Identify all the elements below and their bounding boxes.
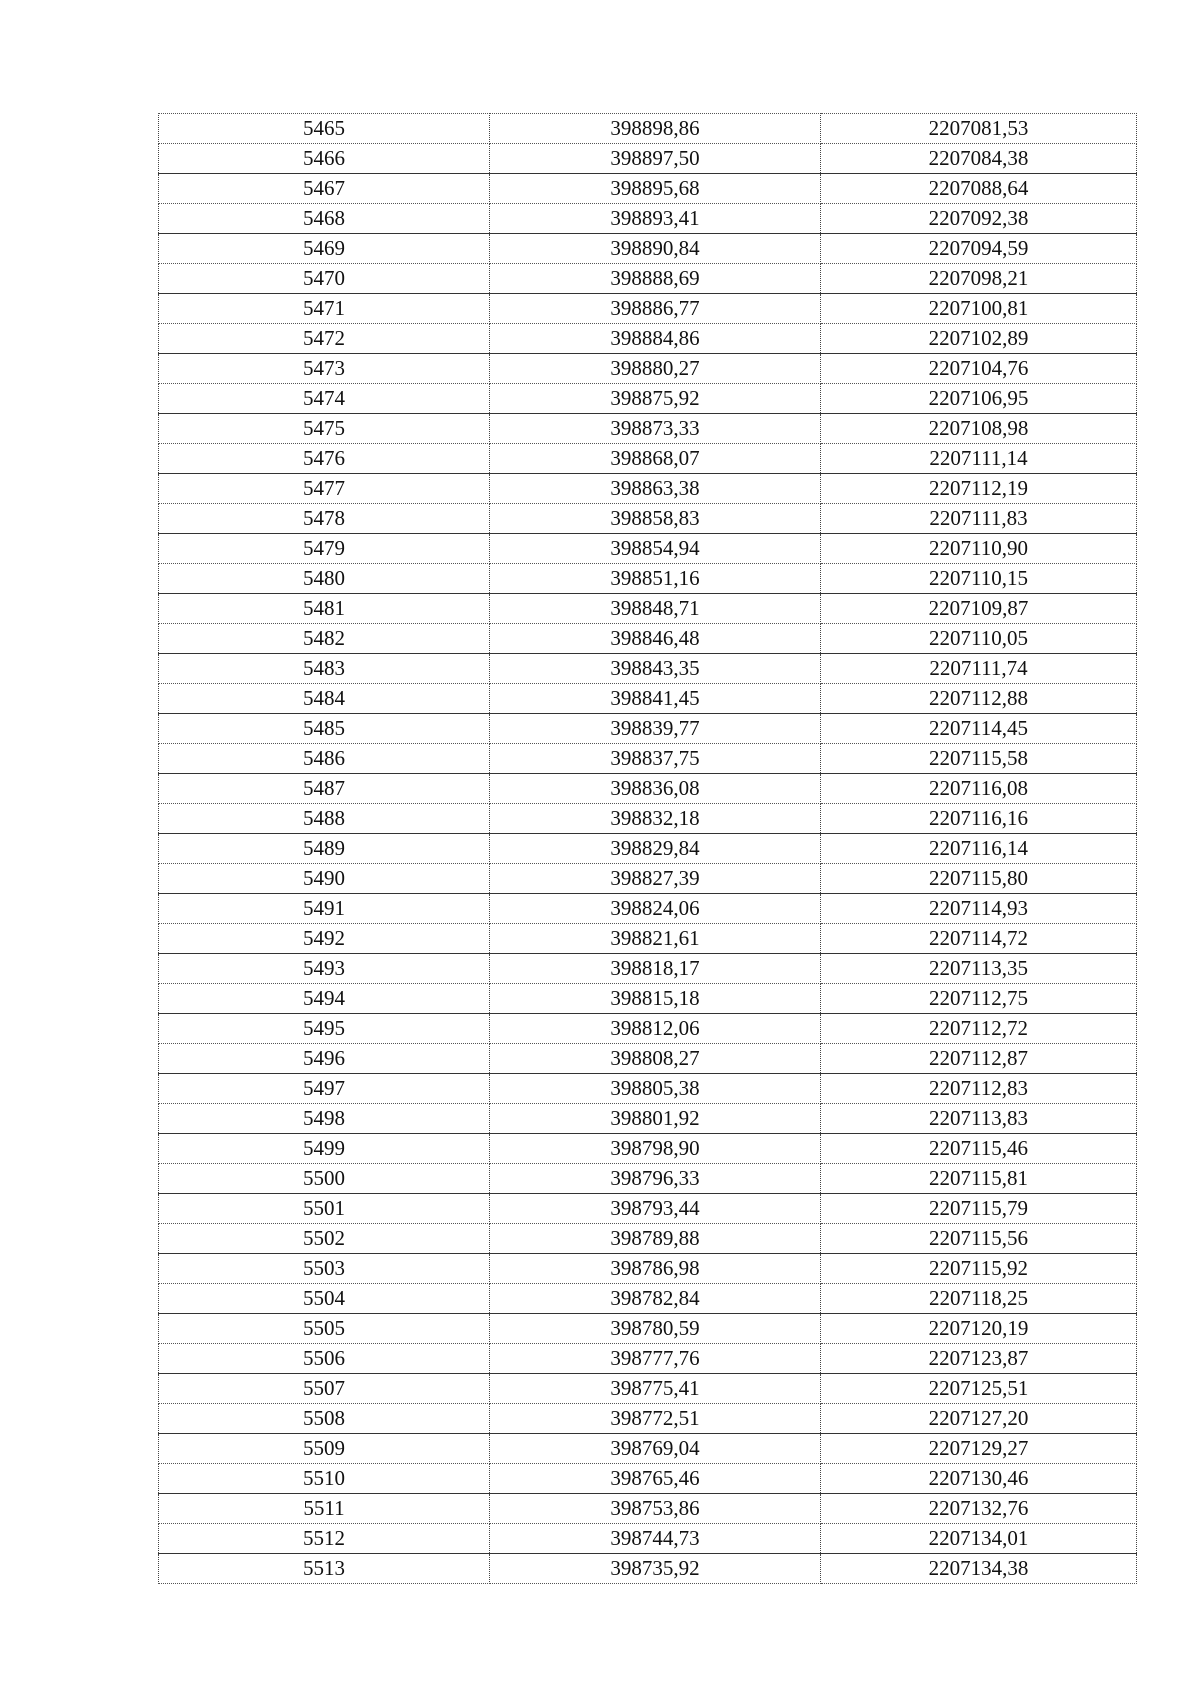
x-coordinate-cell: 398818,17 xyxy=(490,954,821,984)
table-row xyxy=(159,1434,1137,1464)
x-coordinate-cell: 398812,06 xyxy=(490,1014,821,1044)
x-coordinate-cell: 398888,69 xyxy=(490,264,821,294)
table-row xyxy=(159,174,1137,204)
y-coordinate-cell: 2207111,83 xyxy=(821,504,1137,534)
point-number-cell: 5503 xyxy=(159,1254,490,1284)
y-coordinate-cell: 2207115,79 xyxy=(821,1194,1137,1224)
table-row xyxy=(159,264,1137,294)
y-coordinate-cell: 2207115,80 xyxy=(821,864,1137,894)
x-coordinate-cell: 398898,86 xyxy=(490,114,821,144)
x-coordinate-cell: 398769,04 xyxy=(490,1434,821,1464)
x-coordinate-cell: 398863,38 xyxy=(490,474,821,504)
point-number-cell: 5468 xyxy=(159,204,490,234)
point-number-cell: 5475 xyxy=(159,414,490,444)
y-coordinate-cell: 2207115,58 xyxy=(821,744,1137,774)
x-coordinate-cell: 398753,86 xyxy=(490,1494,821,1524)
table-row xyxy=(159,1404,1137,1434)
point-number-cell: 5481 xyxy=(159,594,490,624)
table-row xyxy=(159,984,1137,1014)
x-coordinate-cell: 398735,92 xyxy=(490,1554,821,1584)
point-number-cell: 5507 xyxy=(159,1374,490,1404)
table-row xyxy=(159,294,1137,324)
coordinates-table xyxy=(158,113,1137,1584)
point-number-cell: 5508 xyxy=(159,1404,490,1434)
point-number-cell: 5477 xyxy=(159,474,490,504)
x-coordinate-cell: 398821,61 xyxy=(490,924,821,954)
point-number-cell: 5467 xyxy=(159,174,490,204)
x-coordinate-cell: 398839,77 xyxy=(490,714,821,744)
table-row xyxy=(159,1494,1137,1524)
y-coordinate-cell: 2207115,81 xyxy=(821,1164,1137,1194)
table-row xyxy=(159,144,1137,174)
point-number-cell: 5504 xyxy=(159,1284,490,1314)
table-row xyxy=(159,954,1137,984)
point-number-cell: 5491 xyxy=(159,894,490,924)
table-row xyxy=(159,234,1137,264)
y-coordinate-cell: 2207098,21 xyxy=(821,264,1137,294)
point-number-cell: 5502 xyxy=(159,1224,490,1254)
y-coordinate-cell: 2207115,56 xyxy=(821,1224,1137,1254)
y-coordinate-cell: 2207116,14 xyxy=(821,834,1137,864)
y-coordinate-cell: 2207112,72 xyxy=(821,1014,1137,1044)
table-row xyxy=(159,564,1137,594)
x-coordinate-cell: 398858,83 xyxy=(490,504,821,534)
y-coordinate-cell: 2207132,76 xyxy=(821,1494,1137,1524)
table-row xyxy=(159,204,1137,234)
x-coordinate-cell: 398846,48 xyxy=(490,624,821,654)
y-coordinate-cell: 2207108,98 xyxy=(821,414,1137,444)
y-coordinate-cell: 2207116,08 xyxy=(821,774,1137,804)
table-row xyxy=(159,1464,1137,1494)
x-coordinate-cell: 398827,39 xyxy=(490,864,821,894)
x-coordinate-cell: 398897,50 xyxy=(490,144,821,174)
y-coordinate-cell: 2207129,27 xyxy=(821,1434,1137,1464)
x-coordinate-cell: 398777,76 xyxy=(490,1344,821,1374)
y-coordinate-cell: 2207102,89 xyxy=(821,324,1137,354)
table-row xyxy=(159,504,1137,534)
point-number-cell: 5495 xyxy=(159,1014,490,1044)
y-coordinate-cell: 2207134,01 xyxy=(821,1524,1137,1554)
x-coordinate-cell: 398786,98 xyxy=(490,1254,821,1284)
point-number-cell: 5470 xyxy=(159,264,490,294)
x-coordinate-cell: 398875,92 xyxy=(490,384,821,414)
table-row xyxy=(159,594,1137,624)
coordinates-table-body xyxy=(159,114,1137,1584)
table-row xyxy=(159,354,1137,384)
y-coordinate-cell: 2207114,45 xyxy=(821,714,1137,744)
x-coordinate-cell: 398848,71 xyxy=(490,594,821,624)
table-row xyxy=(159,684,1137,714)
y-coordinate-cell: 2207127,20 xyxy=(821,1404,1137,1434)
point-number-cell: 5484 xyxy=(159,684,490,714)
table-row xyxy=(159,714,1137,744)
point-number-cell: 5483 xyxy=(159,654,490,684)
point-number-cell: 5474 xyxy=(159,384,490,414)
x-coordinate-cell: 398836,08 xyxy=(490,774,821,804)
y-coordinate-cell: 2207084,38 xyxy=(821,144,1137,174)
point-number-cell: 5466 xyxy=(159,144,490,174)
y-coordinate-cell: 2207115,92 xyxy=(821,1254,1137,1284)
table-row xyxy=(159,114,1137,144)
table-row xyxy=(159,1044,1137,1074)
point-number-cell: 5489 xyxy=(159,834,490,864)
table-row xyxy=(159,1254,1137,1284)
point-number-cell: 5486 xyxy=(159,744,490,774)
x-coordinate-cell: 398832,18 xyxy=(490,804,821,834)
point-number-cell: 5476 xyxy=(159,444,490,474)
point-number-cell: 5499 xyxy=(159,1134,490,1164)
point-number-cell: 5473 xyxy=(159,354,490,384)
table-row xyxy=(159,414,1137,444)
table-row xyxy=(159,1194,1137,1224)
x-coordinate-cell: 398868,07 xyxy=(490,444,821,474)
y-coordinate-cell: 2207125,51 xyxy=(821,1374,1137,1404)
x-coordinate-cell: 398805,38 xyxy=(490,1074,821,1104)
y-coordinate-cell: 2207112,19 xyxy=(821,474,1137,504)
table-row xyxy=(159,1554,1137,1584)
point-number-cell: 5496 xyxy=(159,1044,490,1074)
x-coordinate-cell: 398843,35 xyxy=(490,654,821,684)
point-number-cell: 5505 xyxy=(159,1314,490,1344)
table-row xyxy=(159,1074,1137,1104)
table-row xyxy=(159,1014,1137,1044)
y-coordinate-cell: 2207092,38 xyxy=(821,204,1137,234)
x-coordinate-cell: 398893,41 xyxy=(490,204,821,234)
table-row xyxy=(159,324,1137,354)
point-number-cell: 5509 xyxy=(159,1434,490,1464)
point-number-cell: 5478 xyxy=(159,504,490,534)
table-row xyxy=(159,864,1137,894)
table-row xyxy=(159,624,1137,654)
x-coordinate-cell: 398815,18 xyxy=(490,984,821,1014)
y-coordinate-cell: 2207094,59 xyxy=(821,234,1137,264)
table-row xyxy=(159,444,1137,474)
x-coordinate-cell: 398782,84 xyxy=(490,1284,821,1314)
x-coordinate-cell: 398808,27 xyxy=(490,1044,821,1074)
point-number-cell: 5480 xyxy=(159,564,490,594)
y-coordinate-cell: 2207118,25 xyxy=(821,1284,1137,1314)
point-number-cell: 5465 xyxy=(159,114,490,144)
point-number-cell: 5471 xyxy=(159,294,490,324)
table-row xyxy=(159,1314,1137,1344)
x-coordinate-cell: 398772,51 xyxy=(490,1404,821,1434)
table-row xyxy=(159,474,1137,504)
table-row xyxy=(159,1344,1137,1374)
point-number-cell: 5490 xyxy=(159,864,490,894)
x-coordinate-cell: 398884,86 xyxy=(490,324,821,354)
point-number-cell: 5485 xyxy=(159,714,490,744)
point-number-cell: 5469 xyxy=(159,234,490,264)
point-number-cell: 5497 xyxy=(159,1074,490,1104)
x-coordinate-cell: 398890,84 xyxy=(490,234,821,264)
point-number-cell: 5494 xyxy=(159,984,490,1014)
table-row xyxy=(159,774,1137,804)
x-coordinate-cell: 398780,59 xyxy=(490,1314,821,1344)
x-coordinate-cell: 398798,90 xyxy=(490,1134,821,1164)
y-coordinate-cell: 2207130,46 xyxy=(821,1464,1137,1494)
point-number-cell: 5506 xyxy=(159,1344,490,1374)
y-coordinate-cell: 2207116,16 xyxy=(821,804,1137,834)
point-number-cell: 5498 xyxy=(159,1104,490,1134)
y-coordinate-cell: 2207112,88 xyxy=(821,684,1137,714)
x-coordinate-cell: 398801,92 xyxy=(490,1104,821,1134)
x-coordinate-cell: 398789,88 xyxy=(490,1224,821,1254)
point-number-cell: 5510 xyxy=(159,1464,490,1494)
point-number-cell: 5492 xyxy=(159,924,490,954)
table-row xyxy=(159,1224,1137,1254)
y-coordinate-cell: 2207100,81 xyxy=(821,294,1137,324)
y-coordinate-cell: 2207112,87 xyxy=(821,1044,1137,1074)
table-row xyxy=(159,924,1137,954)
x-coordinate-cell: 398829,84 xyxy=(490,834,821,864)
y-coordinate-cell: 2207081,53 xyxy=(821,114,1137,144)
y-coordinate-cell: 2207110,90 xyxy=(821,534,1137,564)
y-coordinate-cell: 2207104,76 xyxy=(821,354,1137,384)
point-number-cell: 5511 xyxy=(159,1494,490,1524)
y-coordinate-cell: 2207106,95 xyxy=(821,384,1137,414)
y-coordinate-cell: 2207110,15 xyxy=(821,564,1137,594)
y-coordinate-cell: 2207110,05 xyxy=(821,624,1137,654)
y-coordinate-cell: 2207109,87 xyxy=(821,594,1137,624)
point-number-cell: 5482 xyxy=(159,624,490,654)
x-coordinate-cell: 398841,45 xyxy=(490,684,821,714)
point-number-cell: 5472 xyxy=(159,324,490,354)
y-coordinate-cell: 2207088,64 xyxy=(821,174,1137,204)
table-row xyxy=(159,1104,1137,1134)
point-number-cell: 5488 xyxy=(159,804,490,834)
table-row xyxy=(159,1134,1137,1164)
y-coordinate-cell: 2207112,75 xyxy=(821,984,1137,1014)
x-coordinate-cell: 398744,73 xyxy=(490,1524,821,1554)
table-row xyxy=(159,834,1137,864)
point-number-cell: 5493 xyxy=(159,954,490,984)
table-row xyxy=(159,1284,1137,1314)
y-coordinate-cell: 2207114,72 xyxy=(821,924,1137,954)
table-row xyxy=(159,1374,1137,1404)
table-row xyxy=(159,534,1137,564)
table-row xyxy=(159,744,1137,774)
x-coordinate-cell: 398851,16 xyxy=(490,564,821,594)
point-number-cell: 5513 xyxy=(159,1554,490,1584)
x-coordinate-cell: 398824,06 xyxy=(490,894,821,924)
y-coordinate-cell: 2207123,87 xyxy=(821,1344,1137,1374)
x-coordinate-cell: 398854,94 xyxy=(490,534,821,564)
y-coordinate-cell: 2207134,38 xyxy=(821,1554,1137,1584)
point-number-cell: 5487 xyxy=(159,774,490,804)
table-row xyxy=(159,1524,1137,1554)
x-coordinate-cell: 398886,77 xyxy=(490,294,821,324)
y-coordinate-cell: 2207111,14 xyxy=(821,444,1137,474)
table-row xyxy=(159,894,1137,924)
x-coordinate-cell: 398880,27 xyxy=(490,354,821,384)
y-coordinate-cell: 2207111,74 xyxy=(821,654,1137,684)
x-coordinate-cell: 398775,41 xyxy=(490,1374,821,1404)
y-coordinate-cell: 2207113,35 xyxy=(821,954,1137,984)
table-row xyxy=(159,654,1137,684)
x-coordinate-cell: 398895,68 xyxy=(490,174,821,204)
y-coordinate-cell: 2207112,83 xyxy=(821,1074,1137,1104)
point-number-cell: 5512 xyxy=(159,1524,490,1554)
table-row xyxy=(159,1164,1137,1194)
table-row xyxy=(159,384,1137,414)
point-number-cell: 5479 xyxy=(159,534,490,564)
x-coordinate-cell: 398873,33 xyxy=(490,414,821,444)
x-coordinate-cell: 398837,75 xyxy=(490,744,821,774)
point-number-cell: 5500 xyxy=(159,1164,490,1194)
x-coordinate-cell: 398796,33 xyxy=(490,1164,821,1194)
table-row xyxy=(159,804,1137,834)
y-coordinate-cell: 2207113,83 xyxy=(821,1104,1137,1134)
y-coordinate-cell: 2207115,46 xyxy=(821,1134,1137,1164)
x-coordinate-cell: 398765,46 xyxy=(490,1464,821,1494)
point-number-cell: 5501 xyxy=(159,1194,490,1224)
x-coordinate-cell: 398793,44 xyxy=(490,1194,821,1224)
y-coordinate-cell: 2207120,19 xyxy=(821,1314,1137,1344)
y-coordinate-cell: 2207114,93 xyxy=(821,894,1137,924)
